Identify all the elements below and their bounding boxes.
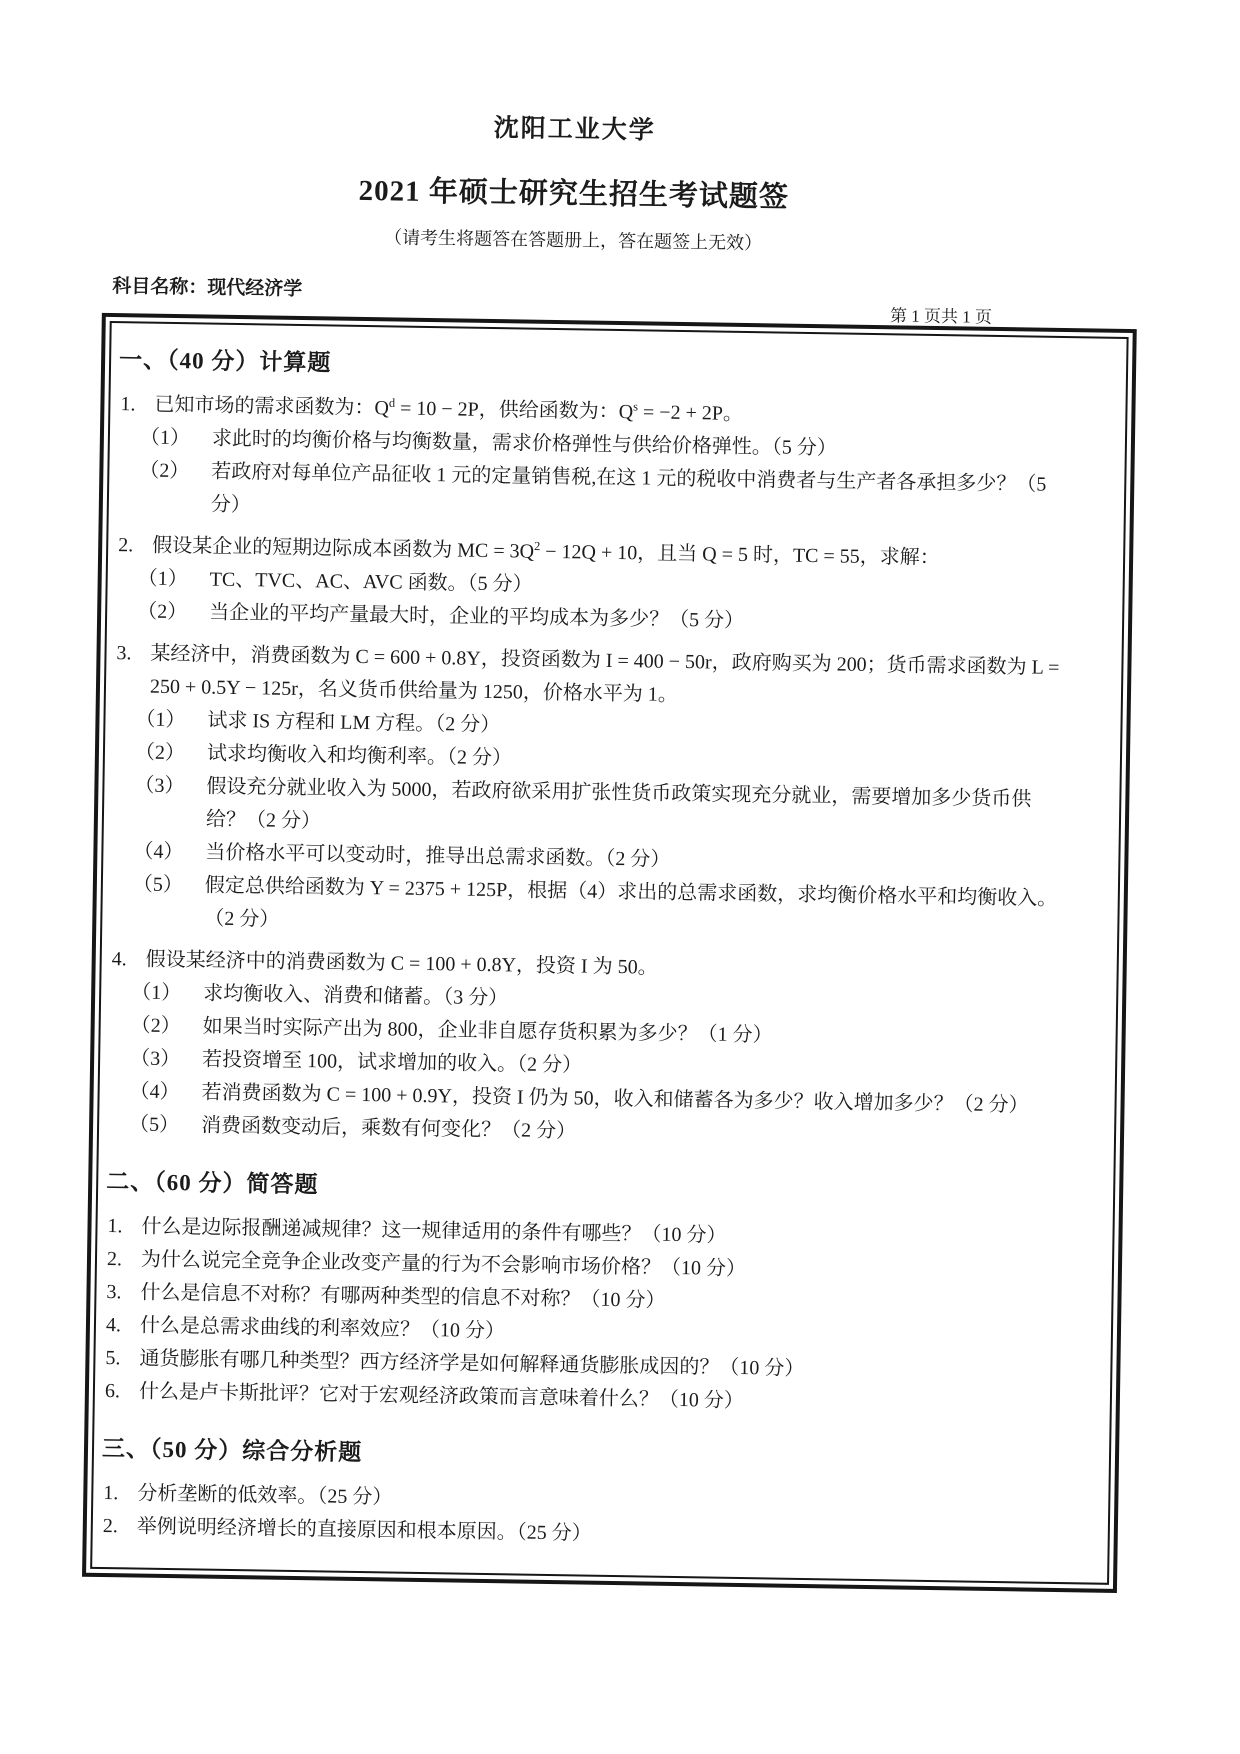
- sub-question-number: （3）: [134, 774, 185, 798]
- sub-question-text: 若消费函数为 C = 100 + 0.9Y，投资 I 仍为 50，收入和储蓄各为多少？收入增加多少？（2 分）: [201, 1081, 1029, 1117]
- exam-title: 2021 年硕士研究生招生考试题签: [358, 174, 790, 214]
- item-number: 5.: [105, 1347, 121, 1370]
- sub-question: [108, 868, 1060, 949]
- stem-segment: 假设某企业的短期边际成本函数为 MC = 3Q: [152, 534, 535, 563]
- sub-question-text: TC、TVC、AC、AVC 函数。（5 分）: [209, 568, 533, 596]
- question-box: [90, 321, 1128, 1585]
- item-number: 1.: [103, 1482, 119, 1505]
- stem-segment: 已知市场的需求函数为：Q: [154, 393, 390, 420]
- sub-question-number: （2）: [130, 1014, 181, 1038]
- exam-notice: （请考生将题答在答题册上，答在题签上无效）: [383, 227, 763, 254]
- question-4: [105, 943, 1059, 1156]
- item-number: 2.: [106, 1248, 123, 1271]
- sub-question-number: （4）: [133, 840, 184, 864]
- sub-question-number: （5）: [128, 1113, 180, 1137]
- section-heading-1: 一、（40 分）计算题: [118, 347, 332, 376]
- sub-question-text: 消费函数变动后，乘数有何变化？（2 分）: [200, 1114, 577, 1143]
- item-text: 通货膨胀有哪几种类型？西方经济学是如何解释通货膨胀成因的？（10 分）: [139, 1347, 805, 1381]
- item-text: 什么是边际报酬递减规律？这一规律适用的条件有哪些？（10 分）: [141, 1215, 727, 1247]
- item-text: 举例说明经济增长的直接原因和根本原因。（25 分）: [136, 1515, 592, 1545]
- question-number: 1.: [120, 393, 136, 416]
- sub-question-number: （1）: [137, 567, 188, 591]
- sub-question-number: （4）: [129, 1080, 180, 1104]
- question-1: [115, 388, 1068, 535]
- superscript: s: [633, 399, 639, 414]
- document-header: [3, 100, 1145, 261]
- item-text: 什么是卢卡斯批评？它对于宏观经济政策而言意味着什么？（10 分）: [138, 1380, 745, 1413]
- stem-segment: − 12Q + 10，且当 Q = 5 时，TC = 55，求解：: [540, 540, 940, 570]
- exam-paper-page: [0, 100, 1240, 1754]
- sub-question-text: 如果当时实际产出为 800，企业非自愿存货积累为多少？（1 分）: [202, 1015, 773, 1047]
- item-number: 1.: [107, 1215, 123, 1238]
- sub-question-text: 试求均衡收入和均衡利率。（2 分）: [206, 742, 513, 770]
- sub-question-number: （2）: [137, 600, 188, 624]
- sub-question-text: 假设充分就业收入为 5000，若政府欲采用扩张性货币政策实现充分就业，需要增加多少货币供给？（2 分）: [205, 775, 1032, 833]
- university-name: 沈阳工业大学: [493, 114, 657, 145]
- sub-question-text: 若投资增至 100，试求增加的收入。（2 分）: [201, 1048, 583, 1077]
- item-number: 3.: [106, 1281, 122, 1304]
- question-stem: 假设某经济中的消费函数为 C = 100 + 0.8Y，投资 I 为 50。: [145, 948, 658, 979]
- sub-question-number: （1）: [135, 708, 186, 732]
- sub-question-number: （1）: [131, 981, 182, 1005]
- item-number: 6.: [104, 1380, 121, 1403]
- stem-segment: = −2 + 2P。: [637, 401, 744, 425]
- item-text: 为什么说完全竞争企业改变产量的行为不会影响市场价格？（10 分）: [140, 1248, 747, 1281]
- sub-question-text: 当价格水平可以变动时，推导出总需求函数。（2 分）: [205, 841, 671, 871]
- question-2: [113, 529, 1065, 643]
- question-stem: 某经济中，消费函数为 C = 600 + 0.8Y，投资函数为 I = 400 − 50r，政府购买为 200；货币需求函数为 L = 250 + 0.5Y − 125r，名义货币供给量为 1250，价格水平为 1。: [149, 642, 1060, 706]
- item-text: 什么是总需求曲线的利率效应？（10 分）: [139, 1314, 506, 1343]
- section-heading-2: 二、（60 分）简答题: [106, 1169, 319, 1198]
- question-number: 3.: [116, 642, 132, 665]
- sub-question-text: 若政府对每单位产品征收 1 元的定量销售税,在这 1 元的税收中消费者与生产者各承担多少？（5 分）: [210, 460, 1047, 517]
- sub-question-number: （2）: [139, 459, 190, 483]
- sub-question-text: 假定总供给函数为 Y = 2375 + 125P，根据（4）求出的总需求函数，求均衡价格水平和均衡收入。（2 分）: [204, 874, 1058, 931]
- item-number: 2.: [102, 1515, 118, 1538]
- page-number: 第 1 页共 1 页: [889, 306, 993, 327]
- stem-segment: = 10 − 2P，供给函数为：Q: [394, 397, 634, 424]
- question-number: 2.: [118, 534, 134, 557]
- sub-question-text: 当企业的平均产量最大时，企业的平均成本为多少？（5 分）: [209, 601, 745, 632]
- item-number: 4.: [105, 1314, 122, 1337]
- superscript: 2: [534, 539, 541, 554]
- question-3: [108, 637, 1064, 949]
- sub-question-number: （3）: [129, 1047, 181, 1071]
- sub-question-text: 试求 IS 方程和 LM 方程。（2 分）: [207, 709, 501, 737]
- sub-question-text: 求此时的均衡价格与均衡数量，需求价格弹性与供给价格弹性。（5 分）: [211, 427, 838, 460]
- section-heading-3: 三、（50 分）综合分析题: [101, 1436, 363, 1466]
- sub-question-text: 求均衡收入、消费和储蓄。（3 分）: [203, 982, 509, 1010]
- question-number: 4.: [111, 948, 127, 971]
- sub-question-number: （2）: [134, 741, 186, 765]
- question-box-outer-border: [82, 313, 1137, 1593]
- superscript: d: [388, 395, 396, 410]
- item-text: 分析垄断的低效率。（25 分）: [137, 1482, 393, 1509]
- sub-question: [115, 454, 1067, 535]
- sub-question-number: （5）: [132, 873, 184, 897]
- sub-question-number: （1）: [139, 426, 191, 450]
- item-text: 什么是信息不对称？有哪两种类型的信息不对称？（10 分）: [140, 1281, 666, 1312]
- subject-name: 科目名称：现代经济学: [112, 276, 303, 301]
